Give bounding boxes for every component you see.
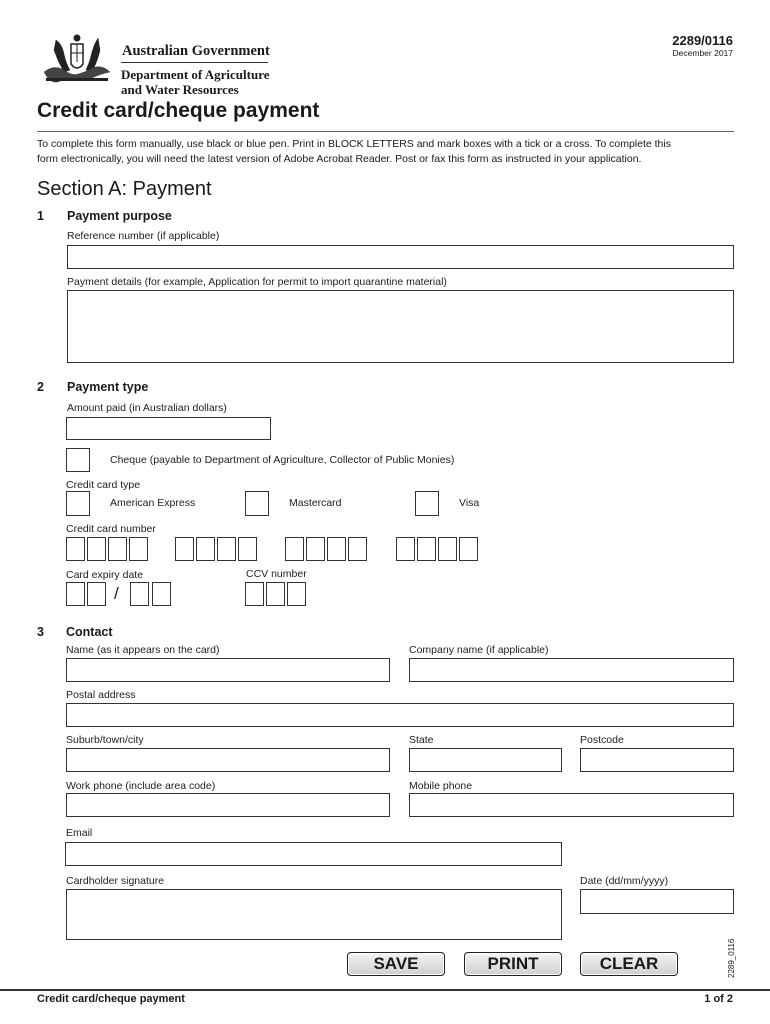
card-number-input[interactable] [66,537,486,563]
department-line-1: Department of Agriculture [121,67,270,82]
card-number-digit[interactable] [417,537,436,561]
amount-label: Amount paid (in Australian dollars) [67,402,227,414]
company-input[interactable] [409,658,734,682]
visa-checkbox[interactable] [415,491,439,516]
question-title: Contact [66,625,113,639]
expiry-label: Card expiry date [66,569,144,581]
mobile-label: Mobile phone [409,780,473,792]
ccv-digit[interactable] [287,582,306,606]
card-number-digit[interactable] [217,537,236,561]
visa-label: Visa [459,497,480,509]
print-button[interactable]: PRINT [464,952,562,976]
name-input[interactable] [66,658,390,682]
ccv-digit[interactable] [266,582,285,606]
expiry-separator: / [114,584,119,603]
question-title: Payment type [67,380,149,394]
footer-rule [0,989,770,991]
mastercard-checkbox[interactable] [245,491,269,516]
card-number-digit[interactable] [66,537,85,561]
expiry-year-digit[interactable] [130,582,149,606]
reference-number-input[interactable] [67,245,734,269]
ccv-digit[interactable] [245,582,264,606]
title-rule [37,131,734,132]
email-input[interactable] [65,842,562,866]
card-number-digit[interactable] [306,537,325,561]
clear-button[interactable]: CLEAR [580,952,678,976]
expiry-date-input[interactable] [66,582,176,608]
state-input[interactable] [409,748,562,772]
ccv-label: CCV number [246,568,307,580]
question-title: Payment purpose [67,209,172,223]
card-number-digit[interactable] [459,537,478,561]
form-date: December 2017 [672,48,733,58]
signature-label: Cardholder signature [66,875,165,887]
cheque-label: Cheque (payable to Department of Agriculture, Collector of Public Monies) [110,454,455,466]
coat-of-arms-icon [38,32,116,84]
mobile-phone-input[interactable] [409,793,734,817]
card-number-digit[interactable] [129,537,148,561]
card-number-digit[interactable] [327,537,346,561]
footer-title: Credit card/cheque payment [37,993,185,1005]
form-code: 2289/0116 [672,33,733,48]
card-number-digit[interactable] [175,537,194,561]
card-number-digit[interactable] [438,537,457,561]
card-number-digit[interactable] [285,537,304,561]
card-type-label: Credit card type [66,479,141,491]
page-number: 1 of 2 [704,993,733,1005]
card-number-digit[interactable] [87,537,106,561]
section-heading: Section A: Payment [37,178,212,200]
suburb-label: Suburb/town/city [66,734,144,746]
postal-address-input[interactable] [66,703,734,727]
ccv-input[interactable] [245,582,309,608]
date-label: Date (dd/mm/yyyy) [580,875,669,887]
intro-line-2: form electronically, you will need the latest version of Adobe Acrobat Reader. Post or fax this form as instructed in your application. [37,153,642,165]
email-label: Email [66,827,93,839]
work-phone-input[interactable] [66,793,390,817]
postal-label: Postal address [66,689,136,701]
payment-details-input[interactable] [67,290,734,363]
card-number-digit[interactable] [196,537,215,561]
card-number-digit[interactable] [396,537,415,561]
amex-label: American Express [110,497,196,509]
card-number-digit[interactable] [238,537,257,561]
amount-paid-input[interactable] [66,417,271,440]
mastercard-label: Mastercard [289,497,342,509]
question-number: 3 [37,625,44,639]
header-rule [121,62,268,63]
expiry-year-digit[interactable] [152,582,171,606]
work-phone-label: Work phone (include area code) [66,780,216,792]
company-label: Company name (if applicable) [409,644,549,656]
intro-line-1: To complete this form manually, use black or blue pen. Print in BLOCK LETTERS and mark boxes with a tick or a cross. To complete this [37,138,671,150]
postcode-input[interactable] [580,748,734,772]
cheque-checkbox[interactable] [66,448,90,472]
amex-checkbox[interactable] [66,491,90,516]
expiry-month-digit[interactable] [87,582,106,606]
name-label: Name (as it appears on the card) [66,644,220,656]
department-line-2: and Water Resources [121,82,239,97]
postcode-label: Postcode [580,734,624,746]
save-button[interactable]: SAVE [347,952,445,976]
card-number-digit[interactable] [348,537,367,561]
date-input[interactable] [580,889,734,914]
payment-details-label: Payment details (for example, Application for permit to import quarantine material) [67,276,447,288]
page-title: Credit card/cheque payment [37,99,320,122]
government-name: Australian Government [122,43,270,59]
card-number-digit[interactable] [108,537,127,561]
suburb-input[interactable] [66,748,390,772]
reference-label: Reference number (if applicable) [67,230,220,242]
question-number: 2 [37,380,44,394]
signature-box[interactable] [66,889,562,940]
state-label: State [409,734,434,746]
side-form-code: 2289_0116 [727,938,736,978]
expiry-month-digit[interactable] [66,582,85,606]
question-number: 1 [37,209,44,223]
card-number-label: Credit card number [66,523,156,535]
